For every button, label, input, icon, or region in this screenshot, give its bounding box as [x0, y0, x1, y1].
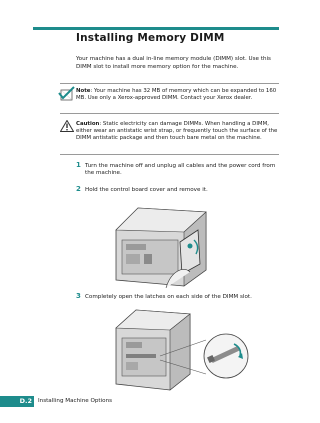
- caution-paragraph: [76, 121, 279, 143]
- control-board-cover-illustration: [108, 200, 218, 288]
- caution-body: : Static electricity can damage DIMMs. When handling a DIMM, either wear an antistatic wrist strap, or frequently touch the surface of the DIMM antistatic package and then touch bare metal on the machine.: [76, 121, 278, 142]
- footer-section-title: Installing Machine Options: [38, 398, 113, 404]
- step-1-number: 1: [76, 161, 81, 169]
- note-top-divider: [60, 83, 279, 84]
- note-label: Note: [76, 88, 91, 94]
- dimm-slot-latches-illustration: [110, 304, 260, 392]
- intro-paragraph: Your machine has a dual in-line memory module (DIMM) slot. Use this DIMM slot to install more memory option for the machine.: [76, 56, 271, 70]
- step-2-text: Hold the control board cover and remove it.: [85, 187, 208, 193]
- caution-bottom-divider: [60, 154, 279, 155]
- step-3-number: 3: [76, 292, 81, 300]
- caution-triangle-icon: [60, 120, 74, 132]
- header-rule: [33, 27, 279, 30]
- note-bottom-divider: [60, 113, 279, 114]
- note-check-icon: [58, 86, 76, 102]
- step-1-text: Turn the machine off and unplug all cables and the power cord from the machine.: [85, 163, 276, 177]
- step-2-number: 2: [76, 185, 81, 193]
- caution-label: Caution: [76, 121, 100, 127]
- page-number-tab: D.2: [0, 396, 34, 407]
- page-title: Installing Memory DIMM: [76, 32, 225, 44]
- note-body: : Your machine has 32 MB of memory which can be expanded to 160 MB. Use only a Xerox-approved DIMM. Contact your Xerox dealer.: [76, 88, 277, 102]
- step-3-text: Completely open the latches on each side of the DIMM slot.: [85, 294, 252, 300]
- note-paragraph: [76, 88, 279, 102]
